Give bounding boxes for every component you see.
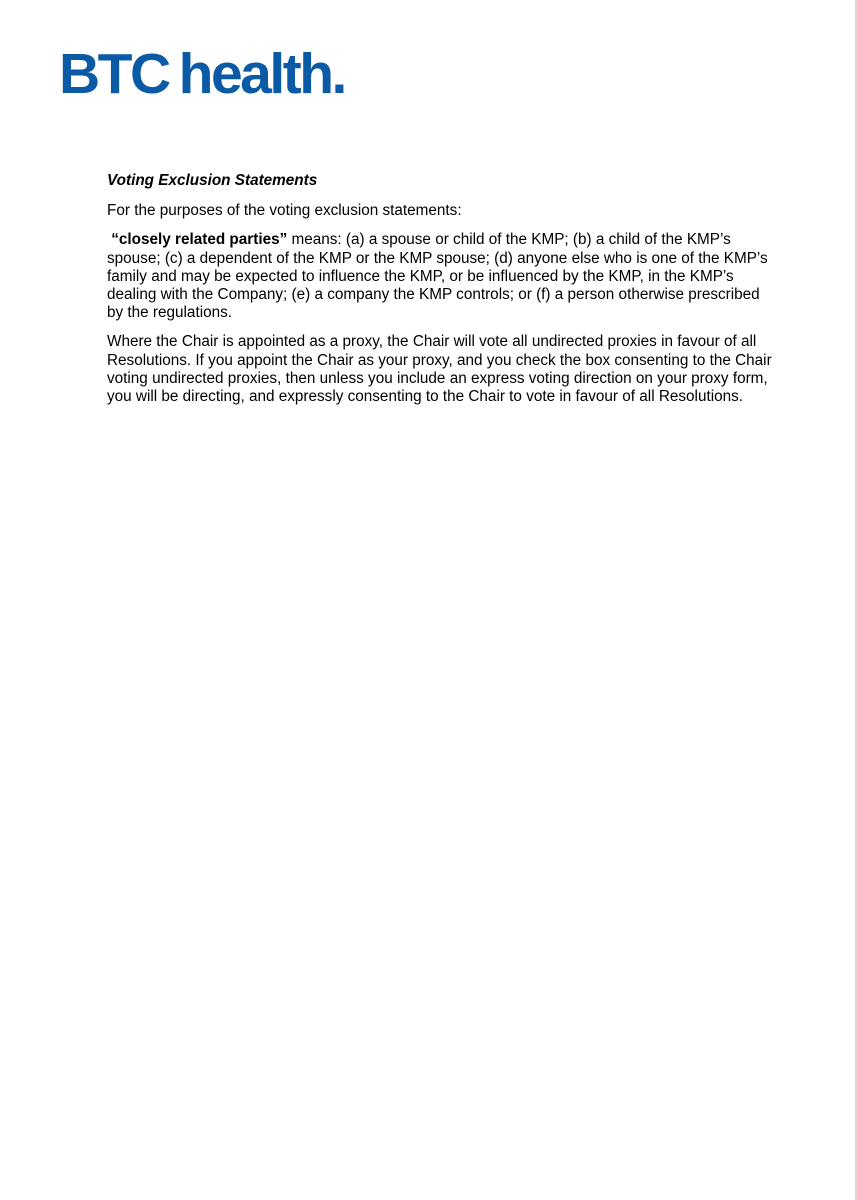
definition-paragraph	[107, 231, 772, 322]
logo-btc: BTC	[59, 42, 169, 106]
definition-term: “closely related parties”	[111, 231, 288, 249]
btc-health-logo	[59, 44, 345, 104]
intro-paragraph: For the purposes of the voting exclusion statements:	[107, 202, 462, 220]
definition-body: means: (a) a spouse or child of the KMP; (b) a child of the KMP’s spouse; (c) a dependent of the KMP or the KMP spouse; (d) anyone else who is one of the KMP’s family and may be expected to influence the KMP, or be influenced by the KMP, in the KMP’s dealing with the Company; (e) a company the KMP controls; or (f) a person otherwise prescribed by the regulations.	[107, 231, 768, 322]
document-body	[107, 172, 772, 417]
section-heading: Voting Exclusion Statements	[107, 172, 318, 189]
chair-paragraph: Where the Chair is appointed as a proxy, the Chair will vote all undirected proxies in favour of all Resolutions. If you appoint the Chair as your proxy, and you check the box consenting to the Chair voting undirected proxies, then unless you include an express voting direction on your proxy form, you will be directing, and expressly consenting to the Chair to vote in favour of all Resolutions.	[107, 333, 772, 406]
logo-health: health.	[178, 42, 345, 106]
